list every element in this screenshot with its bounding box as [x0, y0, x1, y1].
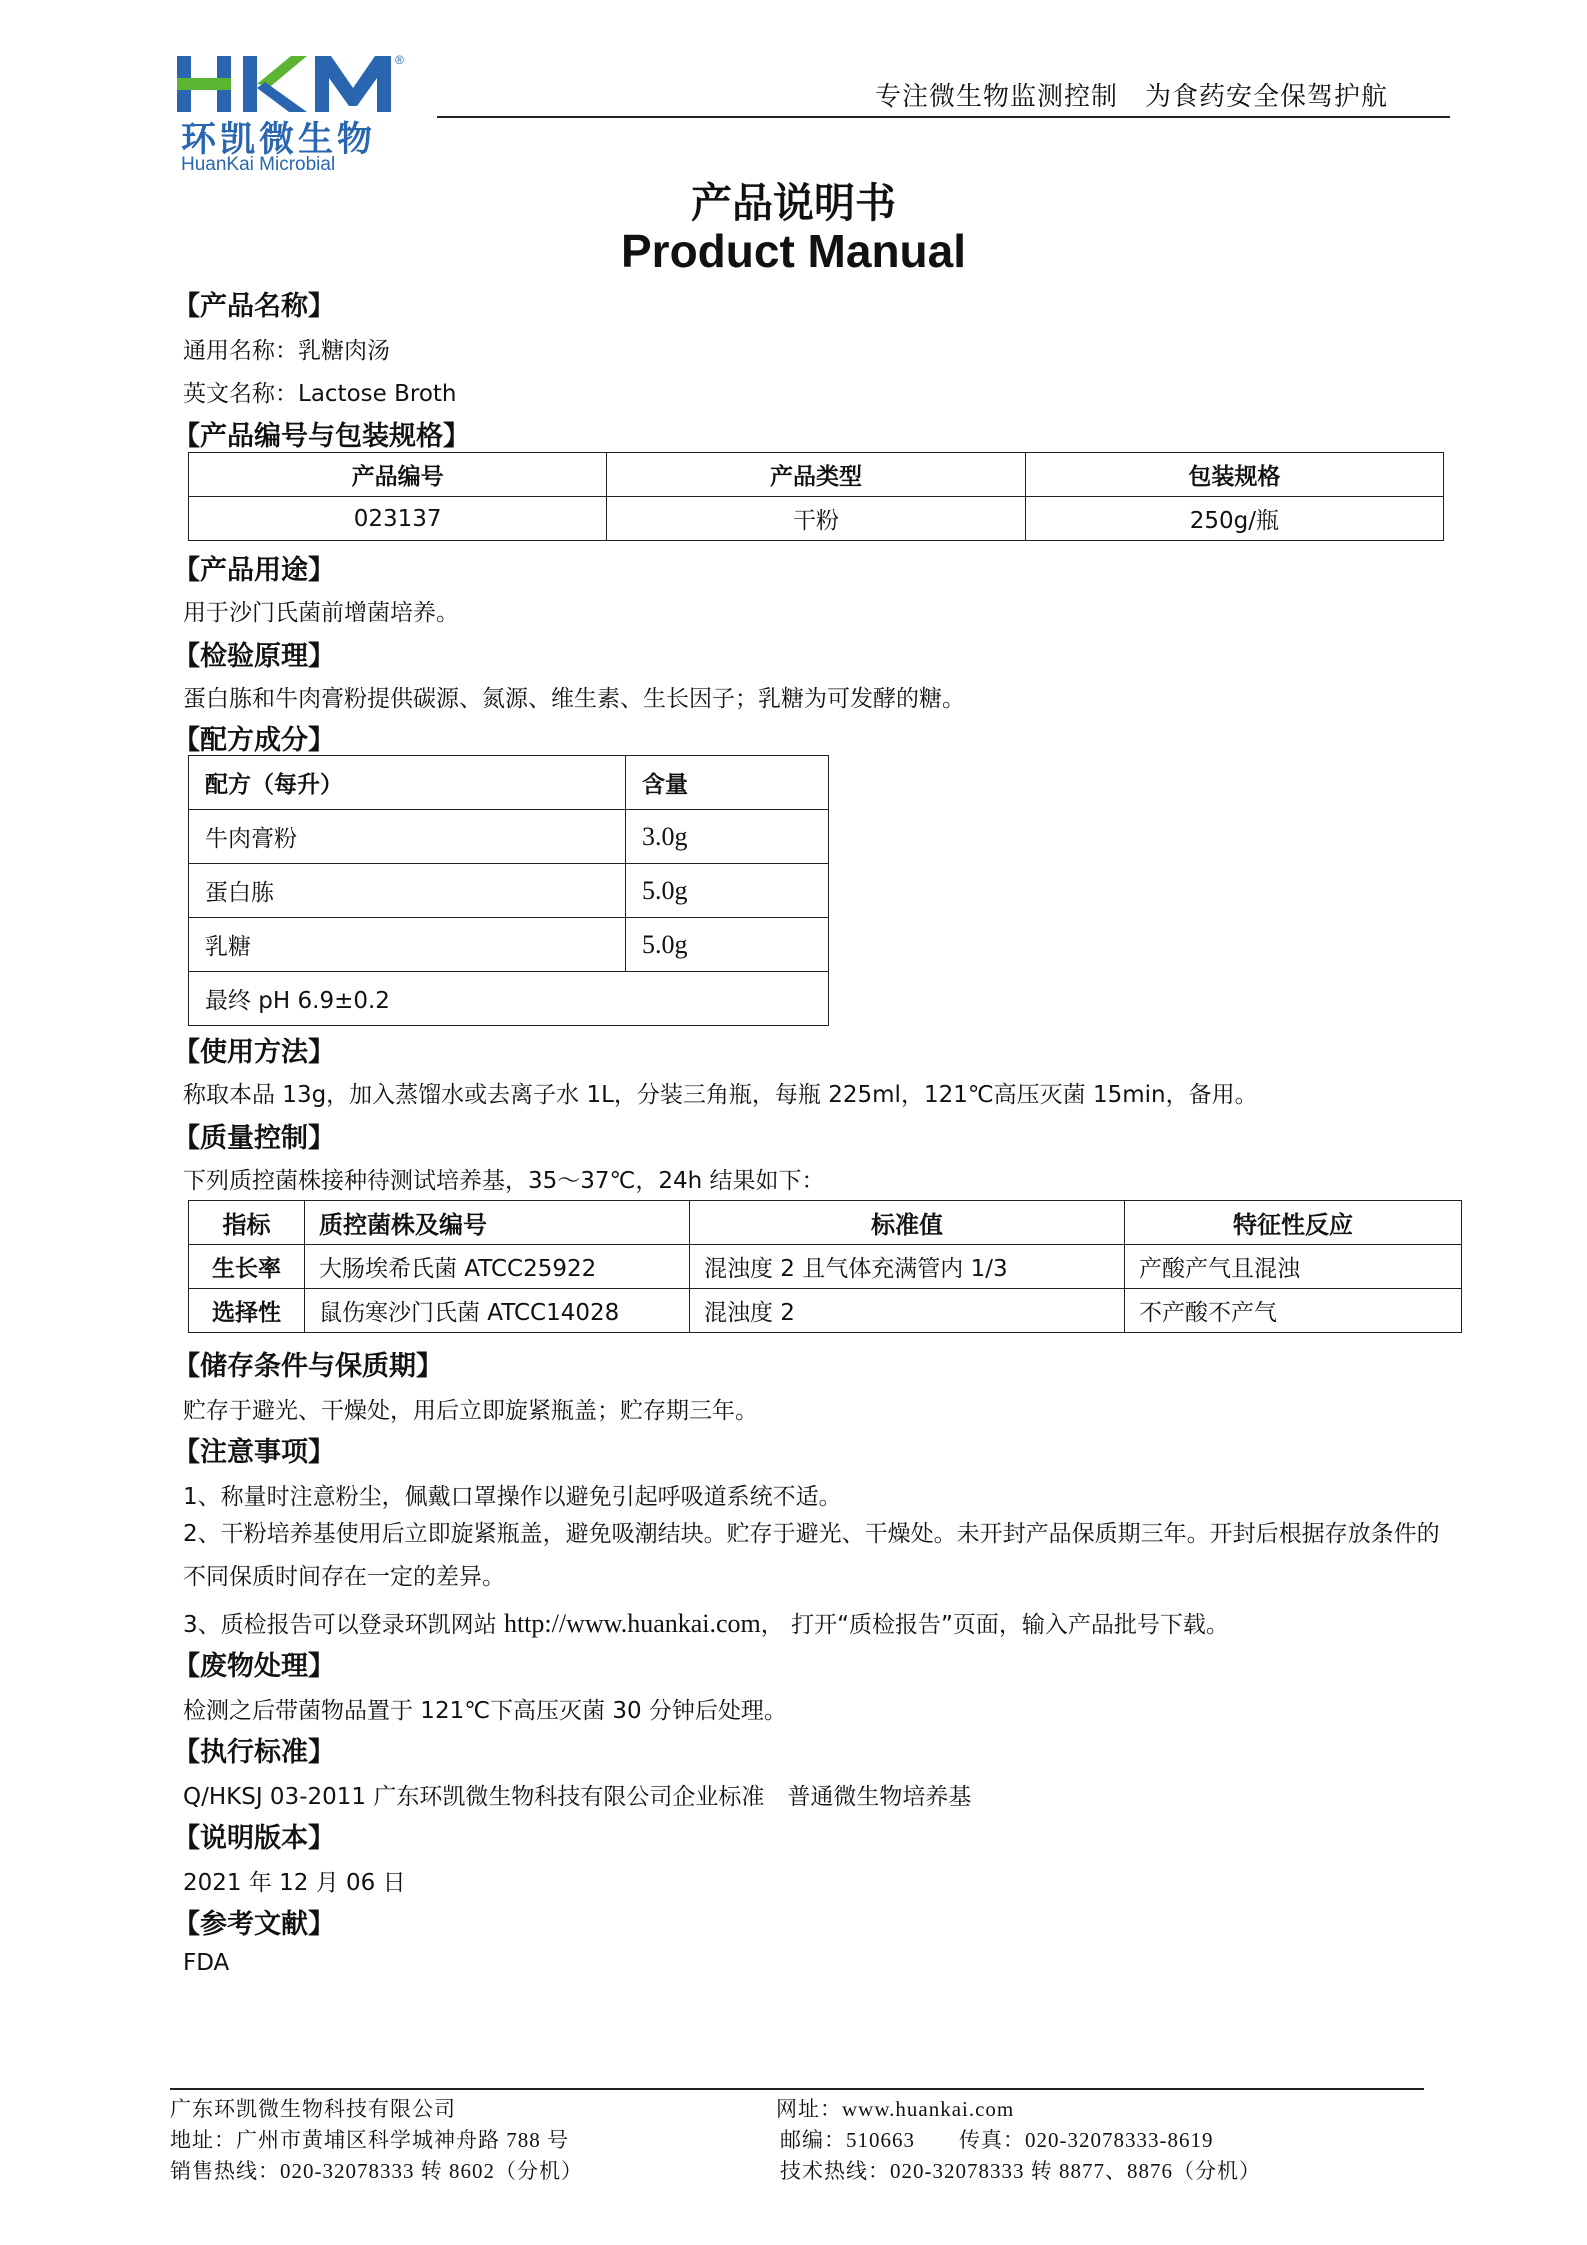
section-heading-use: 【产品用途】 — [173, 555, 335, 586]
logo-cn-text: 环凯微生物 — [181, 120, 377, 160]
section-heading-formula: 【配方成分】 — [173, 725, 335, 756]
table-row — [189, 918, 829, 972]
title-cn: 产品说明书 — [691, 179, 896, 227]
english-name: 英文名称：Lactose Broth — [183, 381, 457, 407]
header-tagline: 专注微生物监测控制 为食药安全保驾护航 — [875, 82, 1389, 112]
section-heading-version: 【说明版本】 — [173, 1823, 335, 1854]
formula-table — [188, 755, 829, 1026]
table-header-row — [189, 756, 829, 810]
header-cell: 包装规格 — [1025, 453, 1443, 497]
section-heading-standard: 【执行标准】 — [173, 1737, 335, 1768]
ingredient-name: 牛肉膏粉 — [189, 810, 626, 864]
table-row — [189, 810, 829, 864]
ingredient-name: 蛋白胨 — [189, 864, 626, 918]
company-logo — [173, 48, 433, 175]
principle-text: 蛋白胨和牛肉膏粉提供碳源、氮源、维生素、生长因子；乳糖为可发酵的糖。 — [183, 686, 965, 712]
section-heading-name: 【产品名称】 — [173, 291, 335, 322]
qc-strain: 大肠埃希氏菌 ATCC25922 — [305, 1245, 690, 1289]
footer-web[interactable]: 网址：www.huankai.com — [776, 2097, 1015, 2121]
qc-standard: 混浊度 2 且气体充满管内 1/3 — [690, 1245, 1125, 1289]
method-text: 称取本品 13g，加入蒸馏水或去离子水 1L，分装三角瓶，每瓶 225ml，121℃高压灭菌 15min，备用。 — [183, 1082, 1258, 1108]
footer-tech: 技术热线：020-32078333 转 8877、8876（分机） — [780, 2159, 1261, 2183]
use-text: 用于沙门氏菌前增菌培养。 — [183, 600, 459, 626]
note-1: 1、称量时注意粉尘，佩戴口罩操作以避免引起呼吸道系统不适。 — [183, 1484, 842, 1510]
note-3-suffix: ， 打开“质检报告”页面，输入产品批号下载。 — [760, 1612, 1229, 1638]
section-heading-qc: 【质量控制】 — [173, 1123, 335, 1154]
qc-reaction: 产酸产气且混浊 — [1125, 1245, 1462, 1289]
final-ph: 最终 pH 6.9±0.2 — [189, 972, 829, 1026]
table-row — [189, 1289, 1462, 1333]
table-row — [189, 497, 1444, 541]
header-divider — [437, 116, 1450, 118]
header-cell: 含量 — [626, 756, 829, 810]
ingredient-amount: 5.0g — [626, 864, 829, 918]
product-code: 023137 — [189, 497, 607, 541]
standard-text: Q/HKSJ 03-2011 广东环凯微生物科技有限公司企业标准 普通微生物培养基 — [183, 1784, 972, 1810]
note-3 — [183, 1606, 1229, 1639]
section-heading-method: 【使用方法】 — [173, 1037, 335, 1068]
storage-text: 贮存于避光、干燥处，用后立即旋紧瓶盖；贮存期三年。 — [183, 1398, 758, 1424]
section-heading-storage: 【储存条件与保质期】 — [173, 1351, 443, 1382]
footer-divider — [170, 2088, 1424, 2090]
header-cell: 指标 — [189, 1201, 305, 1245]
title-en: Product Manual — [620, 225, 967, 277]
waste-text: 检测之后带菌物品置于 121℃下高压灭菌 30 分钟后处理。 — [183, 1698, 787, 1724]
ingredient-name: 乳糖 — [189, 918, 626, 972]
footer-postal: 邮编：510663 传真：020-32078333-8619 — [780, 2128, 1214, 2152]
note-3-prefix: 3、质检报告可以登录环凯网站 — [183, 1612, 504, 1638]
refs-text: FDA — [183, 1950, 230, 1976]
section-heading-refs: 【参考文献】 — [173, 1909, 335, 1940]
common-name: 通用名称：乳糖肉汤 — [183, 338, 390, 364]
section-heading-code: 【产品编号与包装规格】 — [173, 421, 470, 452]
table-header-row — [189, 453, 1444, 497]
version-text: 2021 年 12 月 06 日 — [183, 1870, 406, 1896]
footer-sales: 销售热线：020-32078333 转 8602（分机） — [170, 2159, 583, 2183]
header-cell: 产品编号 — [189, 453, 607, 497]
footer-address: 地址：广州市黄埔区科学城神舟路 788 号 — [170, 2128, 569, 2152]
hkm-logo-mark — [173, 48, 433, 118]
table-row — [189, 864, 829, 918]
registered-mark: ® — [395, 53, 404, 67]
qc-table — [188, 1200, 1462, 1333]
product-code-table — [188, 452, 1444, 541]
package-spec: 250g/瓶 — [1025, 497, 1443, 541]
footer-company: 广东环凯微生物科技有限公司 — [170, 2097, 456, 2121]
header-cell: 配方（每升） — [189, 756, 626, 810]
ingredient-amount: 5.0g — [626, 918, 829, 972]
table-row — [189, 1245, 1462, 1289]
table-row — [189, 972, 829, 1026]
header-cell: 特征性反应 — [1125, 1201, 1462, 1245]
header-cell: 产品类型 — [607, 453, 1025, 497]
ingredient-amount: 3.0g — [626, 810, 829, 864]
logo-en-text: HuanKai Microbial — [181, 154, 336, 175]
header-cell: 质控菌株及编号 — [305, 1201, 690, 1245]
qc-standard: 混浊度 2 — [690, 1289, 1125, 1333]
section-heading-waste: 【废物处理】 — [173, 1651, 335, 1682]
section-heading-principle: 【检验原理】 — [173, 641, 335, 672]
website-link[interactable]: http://www.huankai.com — [503, 1609, 761, 1638]
qc-intro: 下列质控菌株接种待测试培养基，35～37℃，24h 结果如下： — [183, 1168, 825, 1194]
qc-strain: 鼠伤寒沙门氏菌 ATCC14028 — [305, 1289, 690, 1333]
table-header-row — [189, 1201, 1462, 1245]
qc-indicator: 选择性 — [189, 1289, 305, 1333]
note-2: 2、干粉培养基使用后立即旋紧瓶盖，避免吸潮结块。贮存于避光、干燥处。未开封产品保质期三年。开封后根据存放条件的不同保质时间存在一定的差异。 — [183, 1521, 1440, 1590]
product-type: 干粉 — [607, 497, 1025, 541]
qc-reaction: 不产酸不产气 — [1125, 1289, 1462, 1333]
qc-indicator: 生长率 — [189, 1245, 305, 1289]
section-heading-notes: 【注意事项】 — [173, 1437, 335, 1468]
header-cell: 标准值 — [690, 1201, 1125, 1245]
